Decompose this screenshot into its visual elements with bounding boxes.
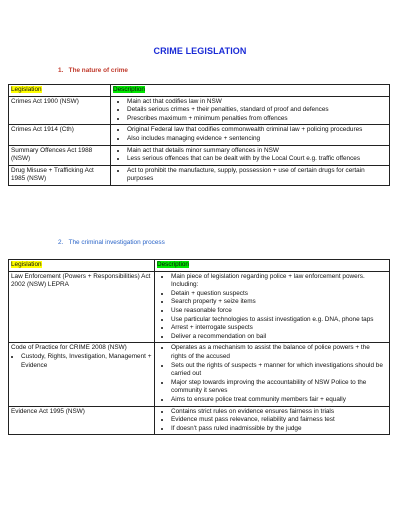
list-item: • Details serious crimes + their penalties, standard of proof and defences [127,106,387,115]
list-item: • Use particular technologies to assist investigation e.g. DNA, phone taps [171,316,387,325]
legislation-cell: Law Enforcement (Powers + Responsibilities) Act 2002 (NSW) LEPRA [9,271,155,343]
header-cell [155,260,390,272]
list-item: • Custody, Rights, Investigation, Management + Evidence [21,353,152,370]
nature-of-crime-table [8,84,390,186]
list-item: • Also includes managing evidence + sentencing [127,135,387,144]
list-item: • Main act that codifies law in NSW [127,98,387,107]
list-item: • Deliver a recommendation on bail [171,333,387,342]
legislation-sub-list [11,353,152,370]
description-list [113,98,387,124]
investigation-process-table [8,259,390,435]
list-item: • Operates as a mechanism to assist the balance of police powers + the rights of the accused [171,344,387,361]
header-cell [111,85,390,97]
description-list [157,408,387,434]
table-header-row [9,85,390,97]
legislation-header: Legislation [11,261,42,268]
description-list [113,126,387,143]
table-row [9,343,390,406]
list-item: • Sets out the rights of suspects + manner for which investigations should be carried out [171,362,387,379]
legislation-name: Code of Practice for CRIME 2008 (NSW) [11,344,127,352]
description-list [113,167,387,184]
legislation-cell: Drug Misuse + Trafficking Act 1985 (NSW) [9,165,111,185]
list-item: • Major step towards improving the accountability of NSW Police to the community it serves [171,379,387,396]
list-item: • If doesn't pass ruled inadmissible by the judge [171,425,387,434]
list-item: • Search property + seize items [171,298,387,307]
legislation-cell: Crimes Act 1914 (Cth) [9,125,111,145]
legislation-cell [9,343,155,406]
table-row [9,125,390,145]
list-item: • Main piece of legislation regarding police + law enforcement powers. Including: [171,273,387,290]
description-cell [155,406,390,435]
document-title: CRIME LEGISLATION [153,46,247,56]
list-item: • Use reasonable force [171,307,387,316]
header-cell [9,260,155,272]
table-row [9,96,390,125]
section-1-title: The nature of crime [68,67,128,74]
table-row [9,406,390,435]
description-cell [111,125,390,145]
description-cell [155,343,390,406]
list-item: • Aims to ensure police treat community members fair + equally [171,396,387,405]
legislation-header: Legislation [11,86,42,93]
section-2-title: The criminal investigation process [68,239,165,246]
list-item: • Evidence must pass relevance, reliability and fairness test [171,416,387,425]
description-list [157,273,387,342]
table-header-row [9,260,390,272]
section-2-number: 2. [58,239,64,246]
description-cell [111,165,390,185]
header-cell [9,85,111,97]
list-item: • Contains strict rules on evidence ensures fairness in trials [171,408,387,417]
list-item: • Main act that details minor summary offences in NSW [127,147,387,156]
list-item: • Less serious offences that can be dealt with by the Local Court e.g. traffic offences [127,155,387,164]
description-header: Description [113,86,145,93]
legislation-cell: Evidence Act 1995 (NSW) [9,406,155,435]
section-2-heading [58,239,165,246]
description-cell [111,96,390,125]
section-1-number: 1. [58,67,64,74]
legislation-cell: Summary Offences Act 1988 (NSW) [9,145,111,165]
list-item: • Act to prohibit the manufacture, supply, possession + use of certain drugs for certain purposes [127,167,387,184]
list-item: • Original Federal law that codifies commonwealth criminal law + policing procedures [127,126,387,135]
description-cell [155,271,390,343]
description-cell [111,145,390,165]
list-item: • Arrest + interrogate suspects [171,324,387,333]
description-list [113,147,387,164]
description-list [157,344,387,404]
table-row [9,165,390,185]
legislation-cell: Crimes Act 1900 (NSW) [9,96,111,125]
table-row [9,145,390,165]
list-item: • Prescribes maximum + minimum penalties from offences [127,115,387,124]
list-item: • Detain + question suspects [171,290,387,299]
section-1-heading [58,67,128,74]
description-header: Description [157,261,189,268]
table-row [9,271,390,343]
